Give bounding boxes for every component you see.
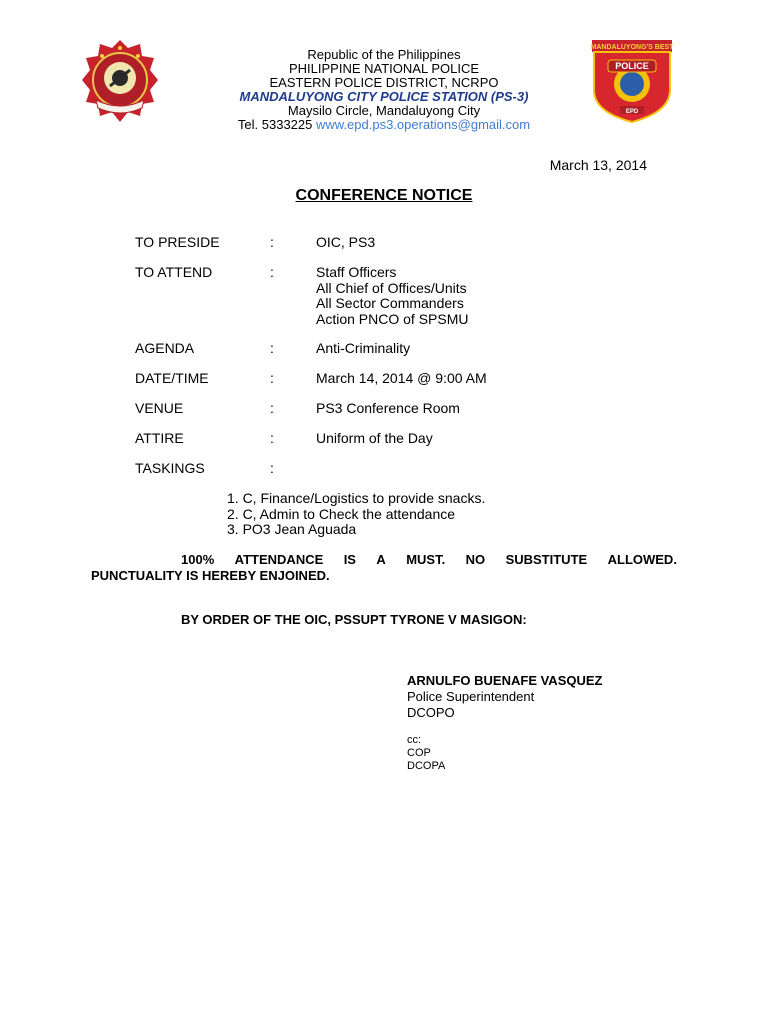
- field-label: TO PRESIDE: [135, 234, 220, 250]
- notice-word: SUBSTITUTE: [505, 552, 588, 567]
- field-label: TASKINGS: [135, 460, 205, 476]
- cc-block: [407, 734, 445, 773]
- header-republic: Republic of the Philippines: [307, 47, 461, 62]
- header-address: Maysilo Circle, Mandaluyong City: [287, 103, 481, 118]
- field-label: TO ATTEND: [135, 264, 213, 280]
- field-colon: :: [270, 370, 274, 386]
- field-value: PS3 Conference Room: [316, 400, 460, 416]
- notice-word: ALLOWED.: [607, 552, 677, 567]
- tasking-item: 2. C, Admin to Check the attendance: [227, 505, 456, 522]
- svg-text:EPD: EPD: [625, 109, 639, 115]
- signatory-block: [407, 673, 602, 721]
- notice-word: NO: [465, 552, 486, 567]
- cc-item: DCOPA: [407, 760, 446, 772]
- field-colon: :: [270, 340, 274, 356]
- header-tel: Tel. 5333225: [237, 117, 313, 132]
- field-value: March 14, 2014 @ 9:00 AM: [316, 370, 487, 386]
- order-line: BY ORDER OF THE OIC, PSSUPT TYRONE V MASIGON:: [181, 612, 527, 627]
- svg-text:MANDALUYONG'S BEST: MANDALUYONG'S BEST: [590, 44, 674, 51]
- field-colon: :: [270, 430, 274, 446]
- notice-word: ATTENDANCE: [234, 552, 324, 567]
- field-colon: :: [270, 460, 274, 476]
- header-pnp: PHILIPPINE NATIONAL POLICE: [289, 61, 479, 76]
- attendee-item: All Chief of Offices/Units: [316, 279, 467, 296]
- attendee-item: Action PNCO of SPSMU: [316, 310, 469, 327]
- header-district: EASTERN POLICE DISTRICT, NCRPO: [269, 75, 499, 90]
- attendance-notice: [91, 552, 677, 584]
- signatory-name: ARNULFO BUENAFE VASQUEZ: [407, 673, 603, 688]
- header-contact: [0, 118, 768, 132]
- field-label: AGENDA: [135, 340, 195, 356]
- document-title: CONFERENCE NOTICE: [295, 187, 473, 204]
- document-date: March 13, 2014: [549, 157, 647, 173]
- field-value: OIC, PS3: [316, 234, 376, 250]
- field-label: DATE/TIME: [135, 370, 209, 386]
- notice-line-2: PUNCTUALITY IS HEREBY ENJOINED.: [91, 568, 330, 583]
- svg-text:POLICE: POLICE: [615, 61, 649, 71]
- attendee-item: Staff Officers: [316, 264, 397, 280]
- notice-word: IS: [343, 552, 356, 567]
- field-label: ATTIRE: [135, 430, 184, 446]
- cc-item: COP: [407, 747, 431, 759]
- field-value: Anti-Criminality: [316, 340, 411, 356]
- tasking-item: 1. C, Finance/Logistics to provide snacks.: [227, 490, 486, 506]
- notice-word: A: [376, 552, 386, 567]
- field-value-list: [316, 265, 469, 327]
- field-colon: :: [270, 400, 274, 416]
- notice-word: 100%: [181, 552, 215, 567]
- field-colon: :: [270, 234, 274, 250]
- cc-label: cc:: [407, 734, 422, 746]
- signatory-rank: Police Superintendent: [407, 689, 535, 704]
- header-station: MANDALUYONG CITY POLICE STATION (PS-3): [239, 89, 529, 104]
- tasking-item: 3. PO3 Jean Aguada: [227, 521, 357, 537]
- notice-line-1: [91, 552, 677, 568]
- signatory-position: DCOPO: [407, 705, 455, 720]
- header-email-link[interactable]: www.epd.ps3.operations@gmail.com: [316, 117, 531, 132]
- attendee-item: All Sector Commanders: [316, 295, 464, 311]
- field-value: Uniform of the Day: [316, 430, 433, 446]
- notice-word: MUST.: [406, 552, 446, 567]
- field-label: VENUE: [135, 400, 184, 416]
- taskings-list: [227, 491, 485, 538]
- field-colon: :: [270, 264, 274, 280]
